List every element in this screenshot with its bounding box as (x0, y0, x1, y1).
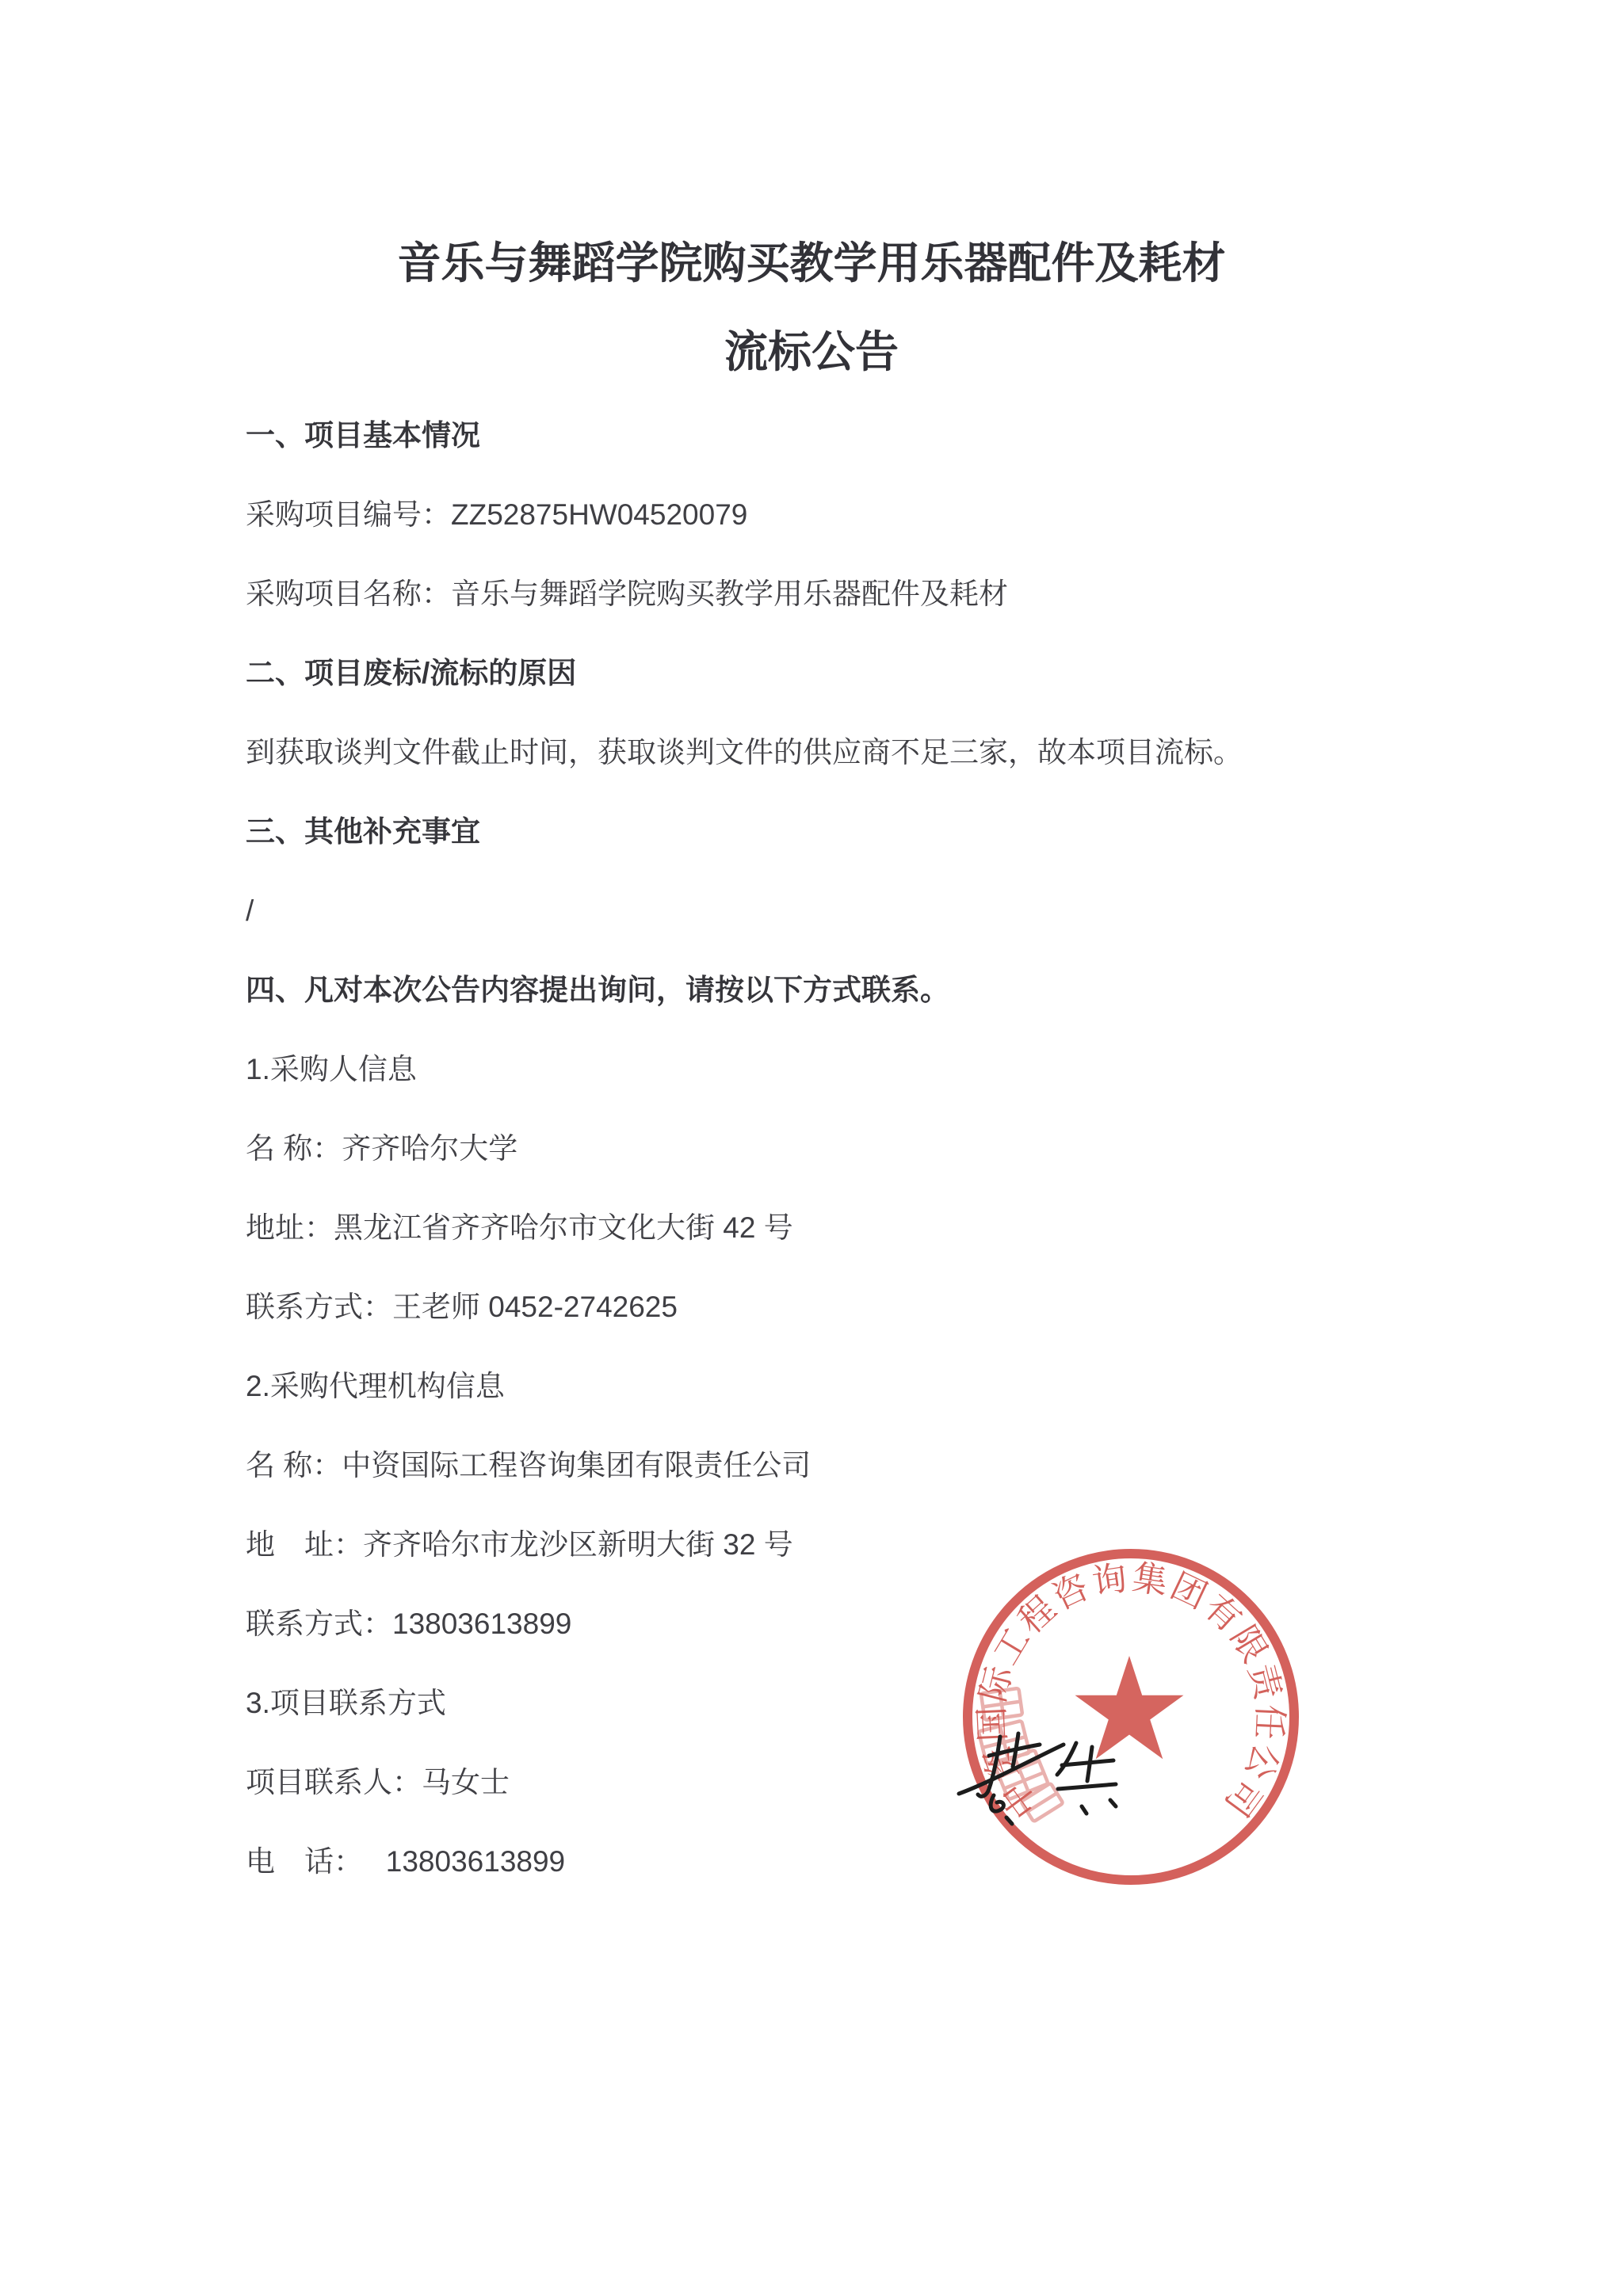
seal-company-text: 中资国际工程咨询集团有限责任公司 (972, 1558, 1289, 1825)
paragraph-purchaser-address: 地址：黑龙江省齐齐哈尔市文化大街 42 号 (246, 1211, 793, 1244)
paragraph-failure-reason: 到获取谈判文件截止时间，获取谈判文件的供应商不足三家，故本项目流标。 (246, 736, 1243, 769)
paragraph-agency-info-label: 2.采购代理机构信息 (246, 1370, 505, 1402)
document-title-line1: 音乐与舞蹈学院购买教学用乐器配件及耗材 (397, 238, 1226, 288)
section-2-heading: 二、项目废标/流标的原因 (246, 657, 577, 689)
paragraph-project-contact-person: 项目联系人：马女士 (246, 1766, 510, 1798)
document-title-line2: 流标公告 (724, 327, 899, 376)
paragraph-project-number: 采购项目编号：ZZ52875HW04520079 (246, 498, 748, 531)
section-4-heading: 四、凡对本次公告内容提出询问，请按以下方式联系。 (246, 974, 949, 1006)
section-3-heading: 三、其他补充事宜 (246, 815, 480, 848)
paragraph-project-contact-label: 3.项目联系方式 (246, 1687, 446, 1719)
paragraph-project-contact-phone: 电 话： 13803613899 (246, 1845, 566, 1878)
paragraph-purchaser-contact: 联系方式：王老师 0452-2742625 (246, 1291, 678, 1323)
paragraph-agency-name: 名 称：中资国际工程咨询集团有限责任公司 (246, 1449, 812, 1482)
section-1-heading: 一、项目基本情况 (246, 419, 480, 452)
paragraph-purchaser-name: 名 称：齐齐哈尔大学 (246, 1132, 518, 1165)
company-seal-stamp (962, 1548, 1300, 1886)
paragraph-purchaser-info-label: 1.采购人信息 (246, 1053, 417, 1085)
paragraph-agency-contact: 联系方式：13803613899 (246, 1608, 572, 1640)
paragraph-supplement-slash: / (246, 894, 254, 927)
signature-handwriting (948, 1727, 1130, 1834)
paragraph-project-name: 采购项目名称：音乐与舞蹈学院购买教学用乐器配件及耗材 (246, 578, 1008, 610)
paragraph-agency-address: 地 址：齐齐哈尔市龙沙区新明大街 32 号 (246, 1528, 793, 1561)
